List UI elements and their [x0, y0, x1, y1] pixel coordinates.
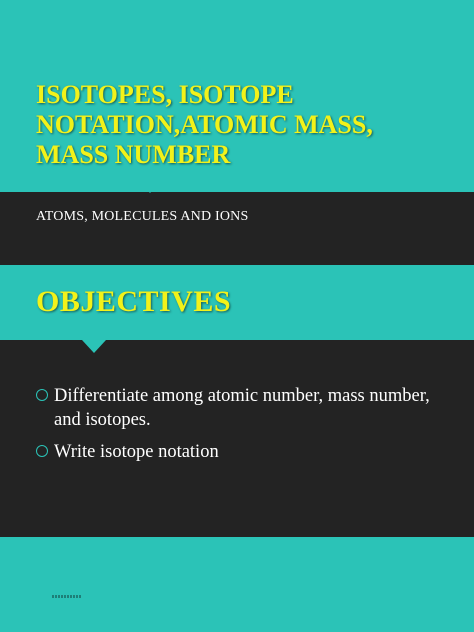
- footer-watermark: [52, 595, 82, 598]
- title-line: MASS NUMBER: [36, 140, 231, 169]
- list-item: [34, 440, 444, 464]
- list-item-text: Write isotope notation: [54, 442, 219, 462]
- slide-title-heading: [36, 80, 456, 170]
- circle-bullet-icon: [36, 445, 48, 457]
- circle-bullet-icon: [36, 389, 48, 401]
- list-item: [34, 384, 444, 432]
- title-line: ISOTOPES, ISOTOPE: [36, 80, 294, 109]
- subtitle-band: [0, 192, 474, 265]
- band-notch: [82, 340, 106, 353]
- slide-objectives: [0, 265, 474, 632]
- objectives-heading: OBJECTIVES: [36, 285, 232, 318]
- slide-title: [0, 0, 474, 265]
- objectives-list: [34, 384, 444, 472]
- slide-subtitle: ATOMS, MOLECULES AND IONS: [36, 209, 249, 224]
- title-line: NOTATION,ATOMIC MASS,: [36, 110, 373, 139]
- list-item-text: Differentiate among atomic number, mass number, and isotopes.: [54, 386, 430, 430]
- band-notch: [138, 180, 162, 193]
- objectives-footer-band: [0, 537, 474, 632]
